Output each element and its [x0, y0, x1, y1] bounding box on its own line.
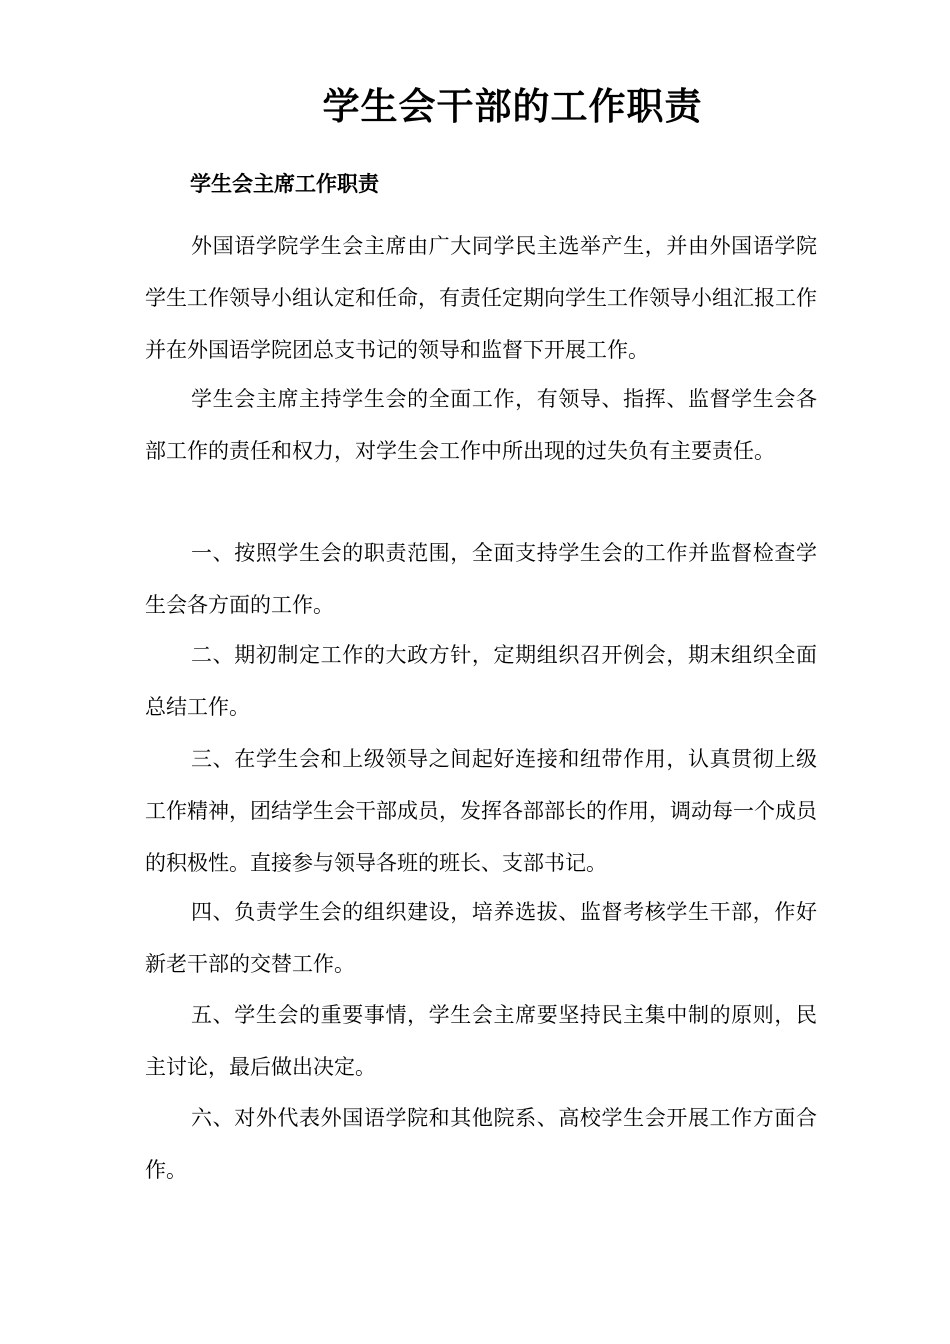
duty-item-6: 六、对外代表外国语学院和其他院系、高校学生会开展工作方面合作。	[145, 1106, 817, 1182]
duty-item-3: 三、在学生会和上级领导之间起好连接和纽带作用，认真贯彻上级工作精神，团结学生会干部成员，发挥各部部长的作用，调动每一个成员的积极性。直接参与领导各班的班长、支部书记。	[145, 747, 817, 875]
paragraph-responsibility: 学生会主席主持学生会的全面工作，有领导、指挥、监督学生会各部工作的责任和权力，对学生会工作中所出现的过失负有主要责任。	[145, 387, 817, 463]
duty-item-4: 四、负责学生会的组织建设，培养选拔、监督考核学生干部，作好新老干部的交替工作。	[145, 900, 817, 976]
duty-item-1: 一、按照学生会的职责范围，全面支持学生会的工作并监督检查学生会各方面的工作。	[145, 541, 817, 617]
duty-item-2: 二、期初制定工作的大政方针，定期组织召开例会，期末组织全面总结工作。	[145, 643, 817, 719]
paragraph-election: 外国语学院学生会主席由广大同学民主选举产生，并由外国语学院学生工作领导小组认定和任命，有责任定期向学生工作领导小组汇报工作并在外国语学院团总支书记的领导和监督下开展工作。	[145, 234, 817, 362]
section-heading: 学生会主席工作职责	[190, 171, 379, 196]
document-title: 学生会干部的工作职责	[322, 84, 703, 128]
duty-item-5: 五、学生会的重要事情，学生会主席要坚持民主集中制的原则，民主讨论，最后做出决定。	[145, 1003, 817, 1079]
